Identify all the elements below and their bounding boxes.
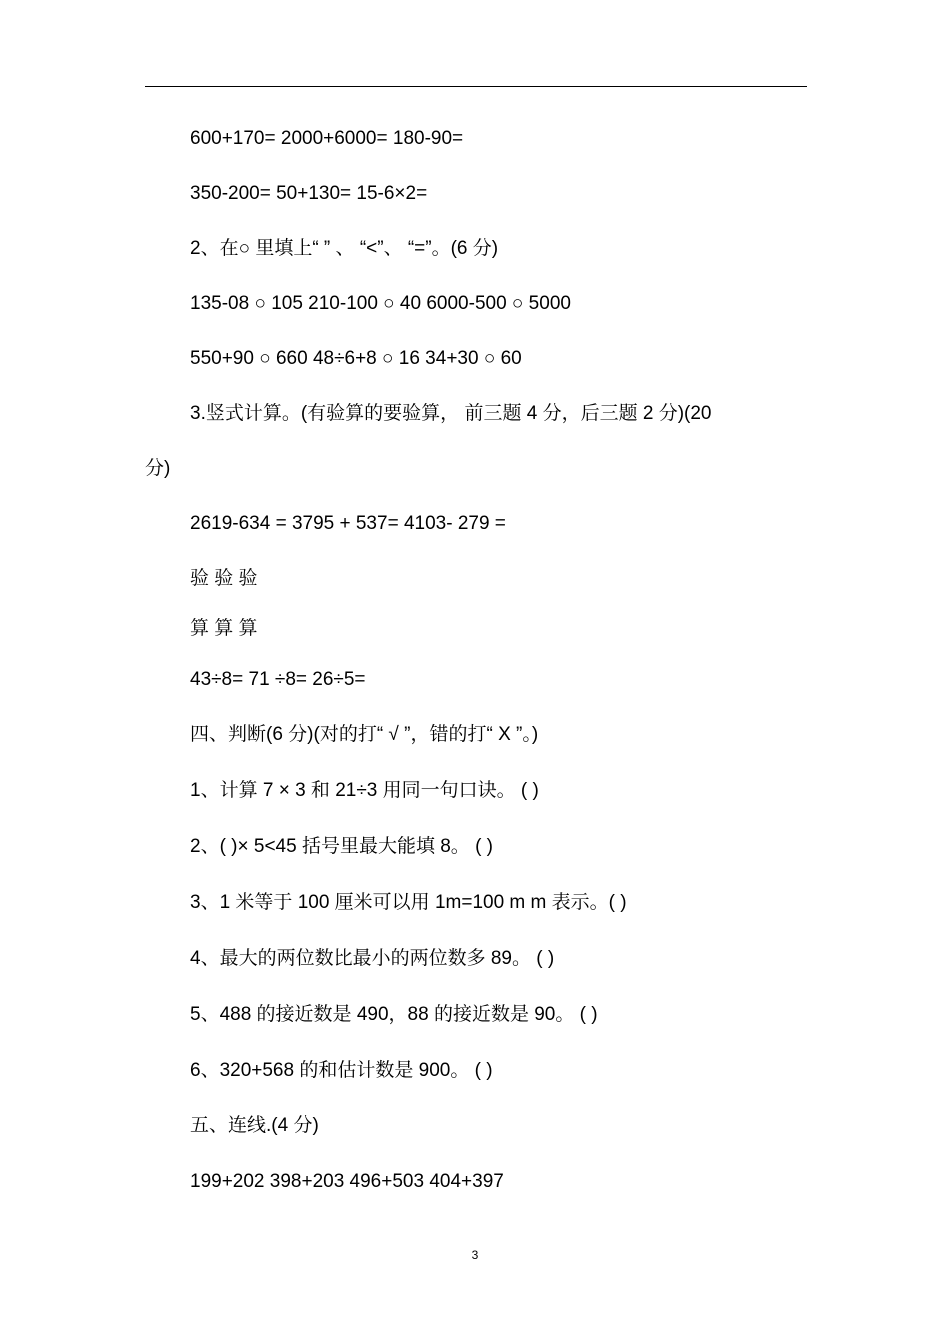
calc-line-1: 600+170= 2000+6000= 180-90= xyxy=(190,128,464,149)
check-label-row-2: 算 算 算 xyxy=(190,618,258,639)
question-3-heading-cont: 分) xyxy=(145,458,171,479)
judge-item-4: 4、最大的两位数比最小的两位数多 89。 ( ) xyxy=(190,948,555,969)
judge-item-3: 3、1 米等于 100 厘米可以用 1m=100 m m 表示。( ) xyxy=(190,892,627,913)
page-number: 3 xyxy=(471,1248,479,1262)
header-rule xyxy=(145,86,807,87)
calc-line-2: 350-200= 50+130= 15-6×2= xyxy=(190,183,428,204)
check-label-row-1: 验 验 验 xyxy=(190,568,258,589)
compare-line-2: 550+90 ○ 660 48÷6+8 ○ 16 34+30 ○ 60 xyxy=(190,348,522,369)
judge-item-2: 2、( )× 5<45 括号里最大能填 8。 ( ) xyxy=(190,836,494,857)
matching-expressions: 199+202 398+203 496+503 404+397 xyxy=(190,1171,504,1192)
judge-item-5: 5、488 的接近数是 490，88 的接近数是 90。 ( ) xyxy=(190,1004,598,1025)
section-4-heading: 四、判断(6 分)(对的打“ √ ”，错的打“ X ”。) xyxy=(190,724,539,745)
vertical-calc-line-1: 2619-634 = 3795 + 537= 4103- 279 = xyxy=(190,513,506,534)
question-2-heading: 2、在○ 里填上“ ” 、 “<”、 “=”。(6 分) xyxy=(190,238,499,259)
compare-line-1: 135-08 ○ 105 210-100 ○ 40 6000-500 ○ 5000 xyxy=(190,293,571,314)
judge-item-1: 1、计算 7 × 3 和 21÷3 用同一句口诀。 ( ) xyxy=(190,780,539,801)
section-5-heading: 五、连线.(4 分) xyxy=(190,1115,319,1136)
vertical-calc-line-2: 43÷8= 71 ÷8= 26÷5= xyxy=(190,669,366,690)
judge-item-6: 6、320+568 的和估计数是 900。 ( ) xyxy=(190,1060,493,1081)
question-3-heading: 3.竖式计算。(有验算的要验算， 前三题 4 分，后三题 2 分)(20 xyxy=(190,403,712,424)
